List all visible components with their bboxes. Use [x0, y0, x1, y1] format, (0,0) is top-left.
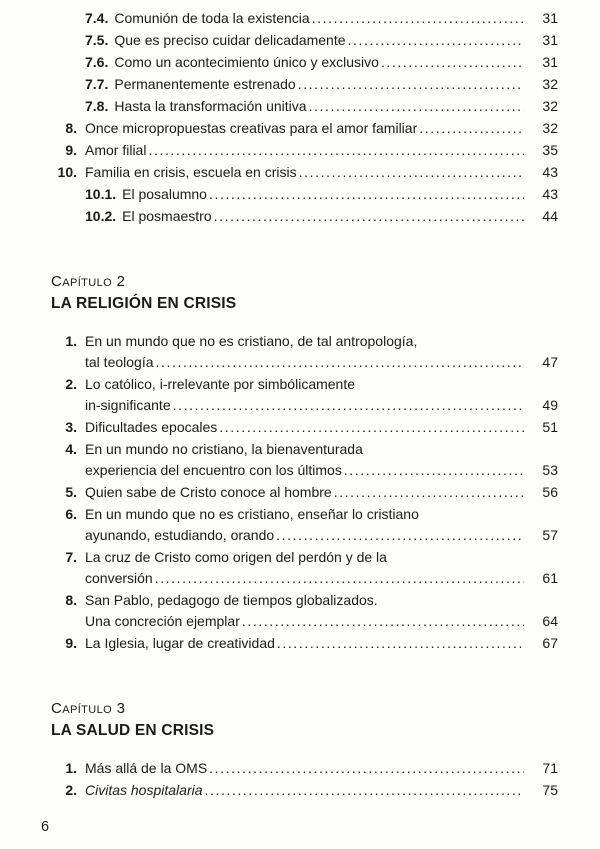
- entry-number: 2.: [65, 782, 77, 798]
- entry-text: Una concreción ejemplar: [85, 613, 240, 629]
- toc-section: [51, 271, 558, 654]
- chapter-heading: [51, 271, 558, 314]
- entry-text: Hasta la transformación unitiva: [114, 98, 307, 114]
- toc-section: [51, 8, 558, 227]
- toc-entry: [51, 30, 558, 51]
- entry-line: [85, 206, 558, 227]
- entry-body: [85, 439, 558, 481]
- entry-number: 7.4.: [85, 10, 109, 26]
- entry-text: El posalumno: [122, 186, 207, 202]
- entry-body: [85, 206, 558, 227]
- entry-line: [85, 504, 558, 525]
- toc-entry: [51, 758, 558, 779]
- page-number: 53: [542, 462, 558, 478]
- toc-entry: [51, 547, 558, 589]
- dot-leader: [156, 352, 525, 373]
- toc-entry: [51, 633, 558, 654]
- entry-number: 3.: [65, 419, 77, 435]
- chapter-title: LA SALUD EN CRISIS: [51, 722, 215, 739]
- toc-entry: [51, 118, 558, 139]
- dot-leader: [344, 460, 524, 481]
- dot-leader: [209, 758, 524, 779]
- entry-text: La Iglesia, lugar de creatividad: [85, 635, 275, 651]
- entry-number: 10.1.: [85, 186, 117, 202]
- entry-text: Amor filial: [85, 142, 147, 158]
- entry-line: [85, 758, 558, 779]
- toc-entry: [51, 590, 558, 632]
- page-number: 43: [542, 186, 558, 202]
- toc-entry: [51, 140, 558, 161]
- entry-text: Como un acontecimiento único y exclusivo: [114, 54, 379, 70]
- entry-number: 1.: [65, 760, 77, 776]
- entry-body: [85, 417, 558, 438]
- entry-text: San Pablo, pedagogo de tiempos globalizados.: [85, 592, 378, 608]
- entry-body: [85, 758, 558, 779]
- chapter-title: LA RELIGIÓN EN CRISIS: [51, 295, 237, 312]
- page-number: 57: [542, 527, 558, 543]
- dot-leader: [312, 8, 524, 29]
- dot-leader: [298, 74, 524, 95]
- entry-line: [85, 162, 558, 183]
- dot-leader: [148, 140, 524, 161]
- dot-leader: [348, 30, 525, 51]
- dot-leader: [277, 633, 524, 654]
- entry-number: 7.6.: [85, 54, 109, 70]
- toc-entry: [51, 374, 558, 416]
- page-number: 67: [542, 635, 558, 651]
- entry-line: [85, 331, 558, 352]
- entry-line: [85, 460, 558, 481]
- entry-number: 9.: [65, 635, 77, 651]
- entry-body: [85, 331, 558, 373]
- entry-body: [85, 118, 558, 139]
- dot-leader: [419, 118, 524, 139]
- entry-number: 9.: [65, 142, 77, 158]
- toc-entry: [51, 331, 558, 373]
- page-number: 75: [542, 782, 558, 798]
- entry-text: tal teología: [85, 354, 154, 370]
- entry-text: experiencia del encuentro con los últimos: [85, 462, 342, 478]
- toc-entry: [51, 74, 558, 95]
- entry-text: Civitas hospitalaria: [85, 782, 203, 798]
- chapter-label: Capítulo 3: [51, 700, 126, 717]
- toc-section: [51, 698, 558, 801]
- entry-number: 7.: [65, 549, 77, 565]
- dot-leader: [219, 417, 524, 438]
- entry-number: 1.: [65, 333, 77, 349]
- entry-text: En un mundo no cristiano, la bienaventurada: [85, 441, 363, 457]
- entry-number: 6.: [65, 506, 77, 522]
- entry-body: [85, 374, 558, 416]
- entry-text: Dificultades epocales: [85, 419, 218, 435]
- entry-number: 5.: [65, 484, 77, 500]
- entry-body: [85, 140, 558, 161]
- entry-line: [85, 8, 558, 29]
- entry-line: [85, 30, 558, 51]
- page-number: 49: [542, 397, 558, 413]
- dot-leader: [242, 611, 524, 632]
- toc-entry: [51, 52, 558, 73]
- toc-entry: [51, 8, 558, 29]
- entry-text: in-significante: [85, 397, 171, 413]
- toc-entry: [51, 482, 558, 503]
- toc-entry: [51, 162, 558, 183]
- entry-number: 7.8.: [85, 98, 109, 114]
- toc-entry: [51, 96, 558, 117]
- entry-number: 8.: [65, 592, 77, 608]
- entry-line: [85, 611, 558, 632]
- toc-entry: [51, 417, 558, 438]
- entry-text: conversión: [85, 570, 153, 586]
- page-number: 44: [542, 208, 558, 224]
- entry-text: Quien sabe de Cristo conoce al hombre: [85, 484, 332, 500]
- page-number: 35: [542, 142, 558, 158]
- dot-leader: [381, 52, 524, 73]
- entry-number: 4.: [65, 441, 77, 457]
- entry-line: [85, 374, 558, 395]
- entry-line: [85, 74, 558, 95]
- dot-leader: [209, 184, 524, 205]
- entry-line: [85, 482, 558, 503]
- entry-text: Más allá de la OMS: [85, 760, 208, 776]
- entry-body: [85, 52, 558, 73]
- page-number: 32: [542, 120, 558, 136]
- toc-entry: [51, 206, 558, 227]
- entry-text: En un mundo que no es cristiano, enseñar lo cristiano: [85, 506, 419, 522]
- entry-text: Lo católico, i-rrelevante por simbólicamente: [85, 376, 356, 392]
- page-number: 64: [542, 613, 558, 629]
- page-number: 31: [542, 10, 558, 26]
- entry-line: [85, 417, 558, 438]
- dot-leader: [205, 780, 525, 801]
- chapter-heading: [51, 698, 558, 741]
- toc-entry: [51, 504, 558, 546]
- entry-text: Familia en crisis, escuela en crisis: [85, 164, 297, 180]
- entry-number: 7.5.: [85, 32, 109, 48]
- entry-body: [85, 162, 558, 183]
- entry-number: 10.2.: [85, 208, 117, 224]
- entry-text: Que es preciso cuidar delicadamente: [114, 32, 346, 48]
- chapter-label: Capítulo 2: [51, 273, 126, 290]
- entry-line: [85, 52, 558, 73]
- page-number: 56: [542, 484, 558, 500]
- toc-entry: [51, 780, 558, 801]
- page-number: 43: [542, 164, 558, 180]
- entry-number: 2.: [65, 376, 77, 392]
- entry-line: [85, 352, 558, 373]
- entry-line: [85, 590, 558, 611]
- entry-body: [85, 184, 558, 205]
- dot-leader: [155, 568, 524, 589]
- entry-line: [85, 140, 558, 161]
- dot-leader: [173, 395, 524, 416]
- page-number: 32: [542, 98, 558, 114]
- entry-body: [85, 504, 558, 546]
- page-number: 32: [542, 76, 558, 92]
- entry-number: 7.7.: [85, 76, 109, 92]
- toc-sections: [51, 8, 558, 801]
- entry-body: [85, 482, 558, 503]
- dot-leader: [299, 162, 524, 183]
- entry-line: [85, 118, 558, 139]
- entry-line: [85, 439, 558, 460]
- entry-number: 8.: [65, 120, 77, 136]
- entry-line: [85, 568, 558, 589]
- entry-line: [85, 633, 558, 654]
- entry-text: La cruz de Cristo como origen del perdón y de la: [85, 549, 387, 565]
- entry-text: Comunión de toda la existencia: [114, 10, 310, 26]
- entry-line: [85, 184, 558, 205]
- entry-text: Once micropropuestas creativas para el amor familiar: [85, 120, 418, 136]
- entry-text: ayunando, estudiando, orando: [85, 527, 275, 543]
- entry-line: [85, 525, 558, 546]
- entry-text: Permanentemente estrenado: [114, 76, 296, 92]
- page-number: 47: [542, 354, 558, 370]
- page-number: 51: [542, 419, 558, 435]
- entry-body: [85, 547, 558, 589]
- entry-body: [85, 30, 558, 51]
- entry-line: [85, 547, 558, 568]
- entry-number: 10.: [57, 164, 77, 180]
- entry-line: [85, 395, 558, 416]
- page-number: 71: [542, 760, 558, 776]
- entry-body: [85, 96, 558, 117]
- entry-text: En un mundo que no es cristiano, de tal antropología,: [85, 333, 418, 349]
- entry-line: [85, 780, 558, 801]
- entry-body: [85, 8, 558, 29]
- toc-entry: [51, 439, 558, 481]
- page-number: 31: [542, 54, 558, 70]
- entry-body: [85, 590, 558, 632]
- dot-leader: [334, 482, 524, 503]
- dot-leader: [309, 96, 524, 117]
- entry-body: [85, 74, 558, 95]
- toc-entry: [51, 184, 558, 205]
- entry-body: [85, 633, 558, 654]
- entry-line: [85, 96, 558, 117]
- page-number: 31: [542, 32, 558, 48]
- page-number: 61: [542, 570, 558, 586]
- dot-leader: [276, 525, 524, 546]
- entry-body: [85, 780, 558, 801]
- dot-leader: [214, 206, 524, 227]
- entry-text: El posmaestro: [122, 208, 212, 224]
- folio-page-number: 6: [41, 819, 50, 835]
